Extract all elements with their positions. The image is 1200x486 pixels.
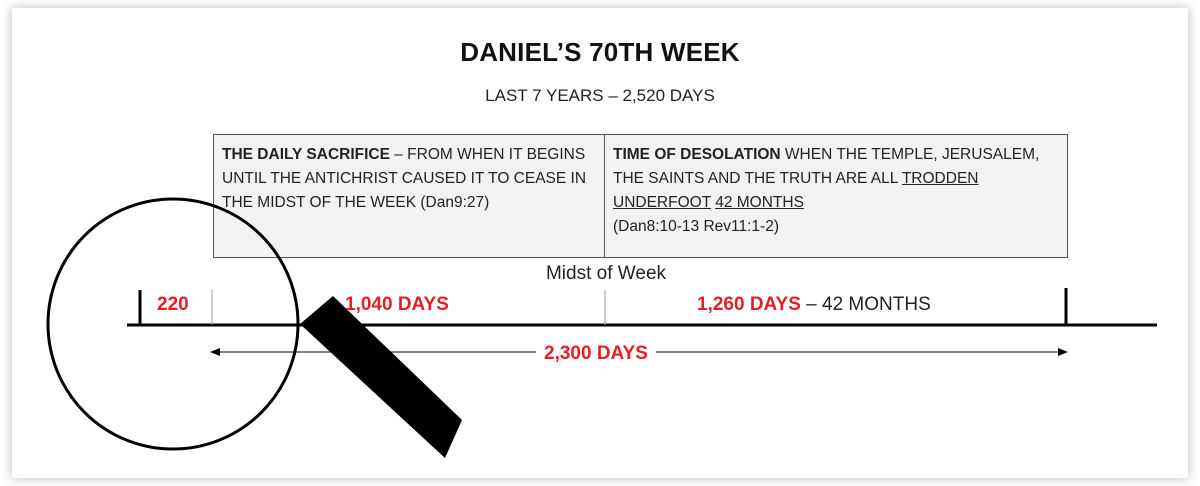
arrowhead-right <box>1058 348 1068 356</box>
diagram-subtitle: LAST 7 YEARS – 2,520 DAYS <box>485 86 715 105</box>
segment-1040-label: 1,040 DAYS <box>345 294 449 315</box>
forty-two-months-text: 42 MONTHS <box>715 194 804 211</box>
span-2300-label: 2,300 DAYS <box>536 343 656 365</box>
trodden-underfoot-text: TRODDEN UNDERFOOT <box>613 170 979 211</box>
segment-1260-months: – 42 MONTHS <box>800 294 931 315</box>
daily-sacrifice-reference: (Dan9:27) <box>420 194 490 211</box>
desolation-heading: TIME OF DESOLATION <box>613 146 781 163</box>
segment-220-label: 220 <box>157 294 189 315</box>
segment-1260-value: 1,260 DAYS <box>697 294 801 315</box>
daily-sacrifice-text: – FROM WHEN IT BEGINS UNTIL THE ANTICHRIST CAUSED IT TO CEASE IN THE MIDST OF THE WEEK <box>222 146 587 211</box>
diagram-title: DANIEL’S 70TH WEEK <box>460 37 740 67</box>
desolation-text: WHEN THE TEMPLE, JERUSALEM, THE SAINTS AND THE TRUTH ARE ALL <box>613 146 1040 187</box>
midst-of-week-label: Midst of Week <box>545 263 667 284</box>
daily-sacrifice-heading: THE DAILY SACRIFICE <box>222 146 390 163</box>
desolation-reference: (Dan8:10-13 Rev11:1-2) <box>613 218 779 235</box>
magnifying-glass-icon <box>48 199 462 458</box>
segment-1260-label <box>697 294 931 316</box>
arrowhead-left <box>210 348 220 356</box>
